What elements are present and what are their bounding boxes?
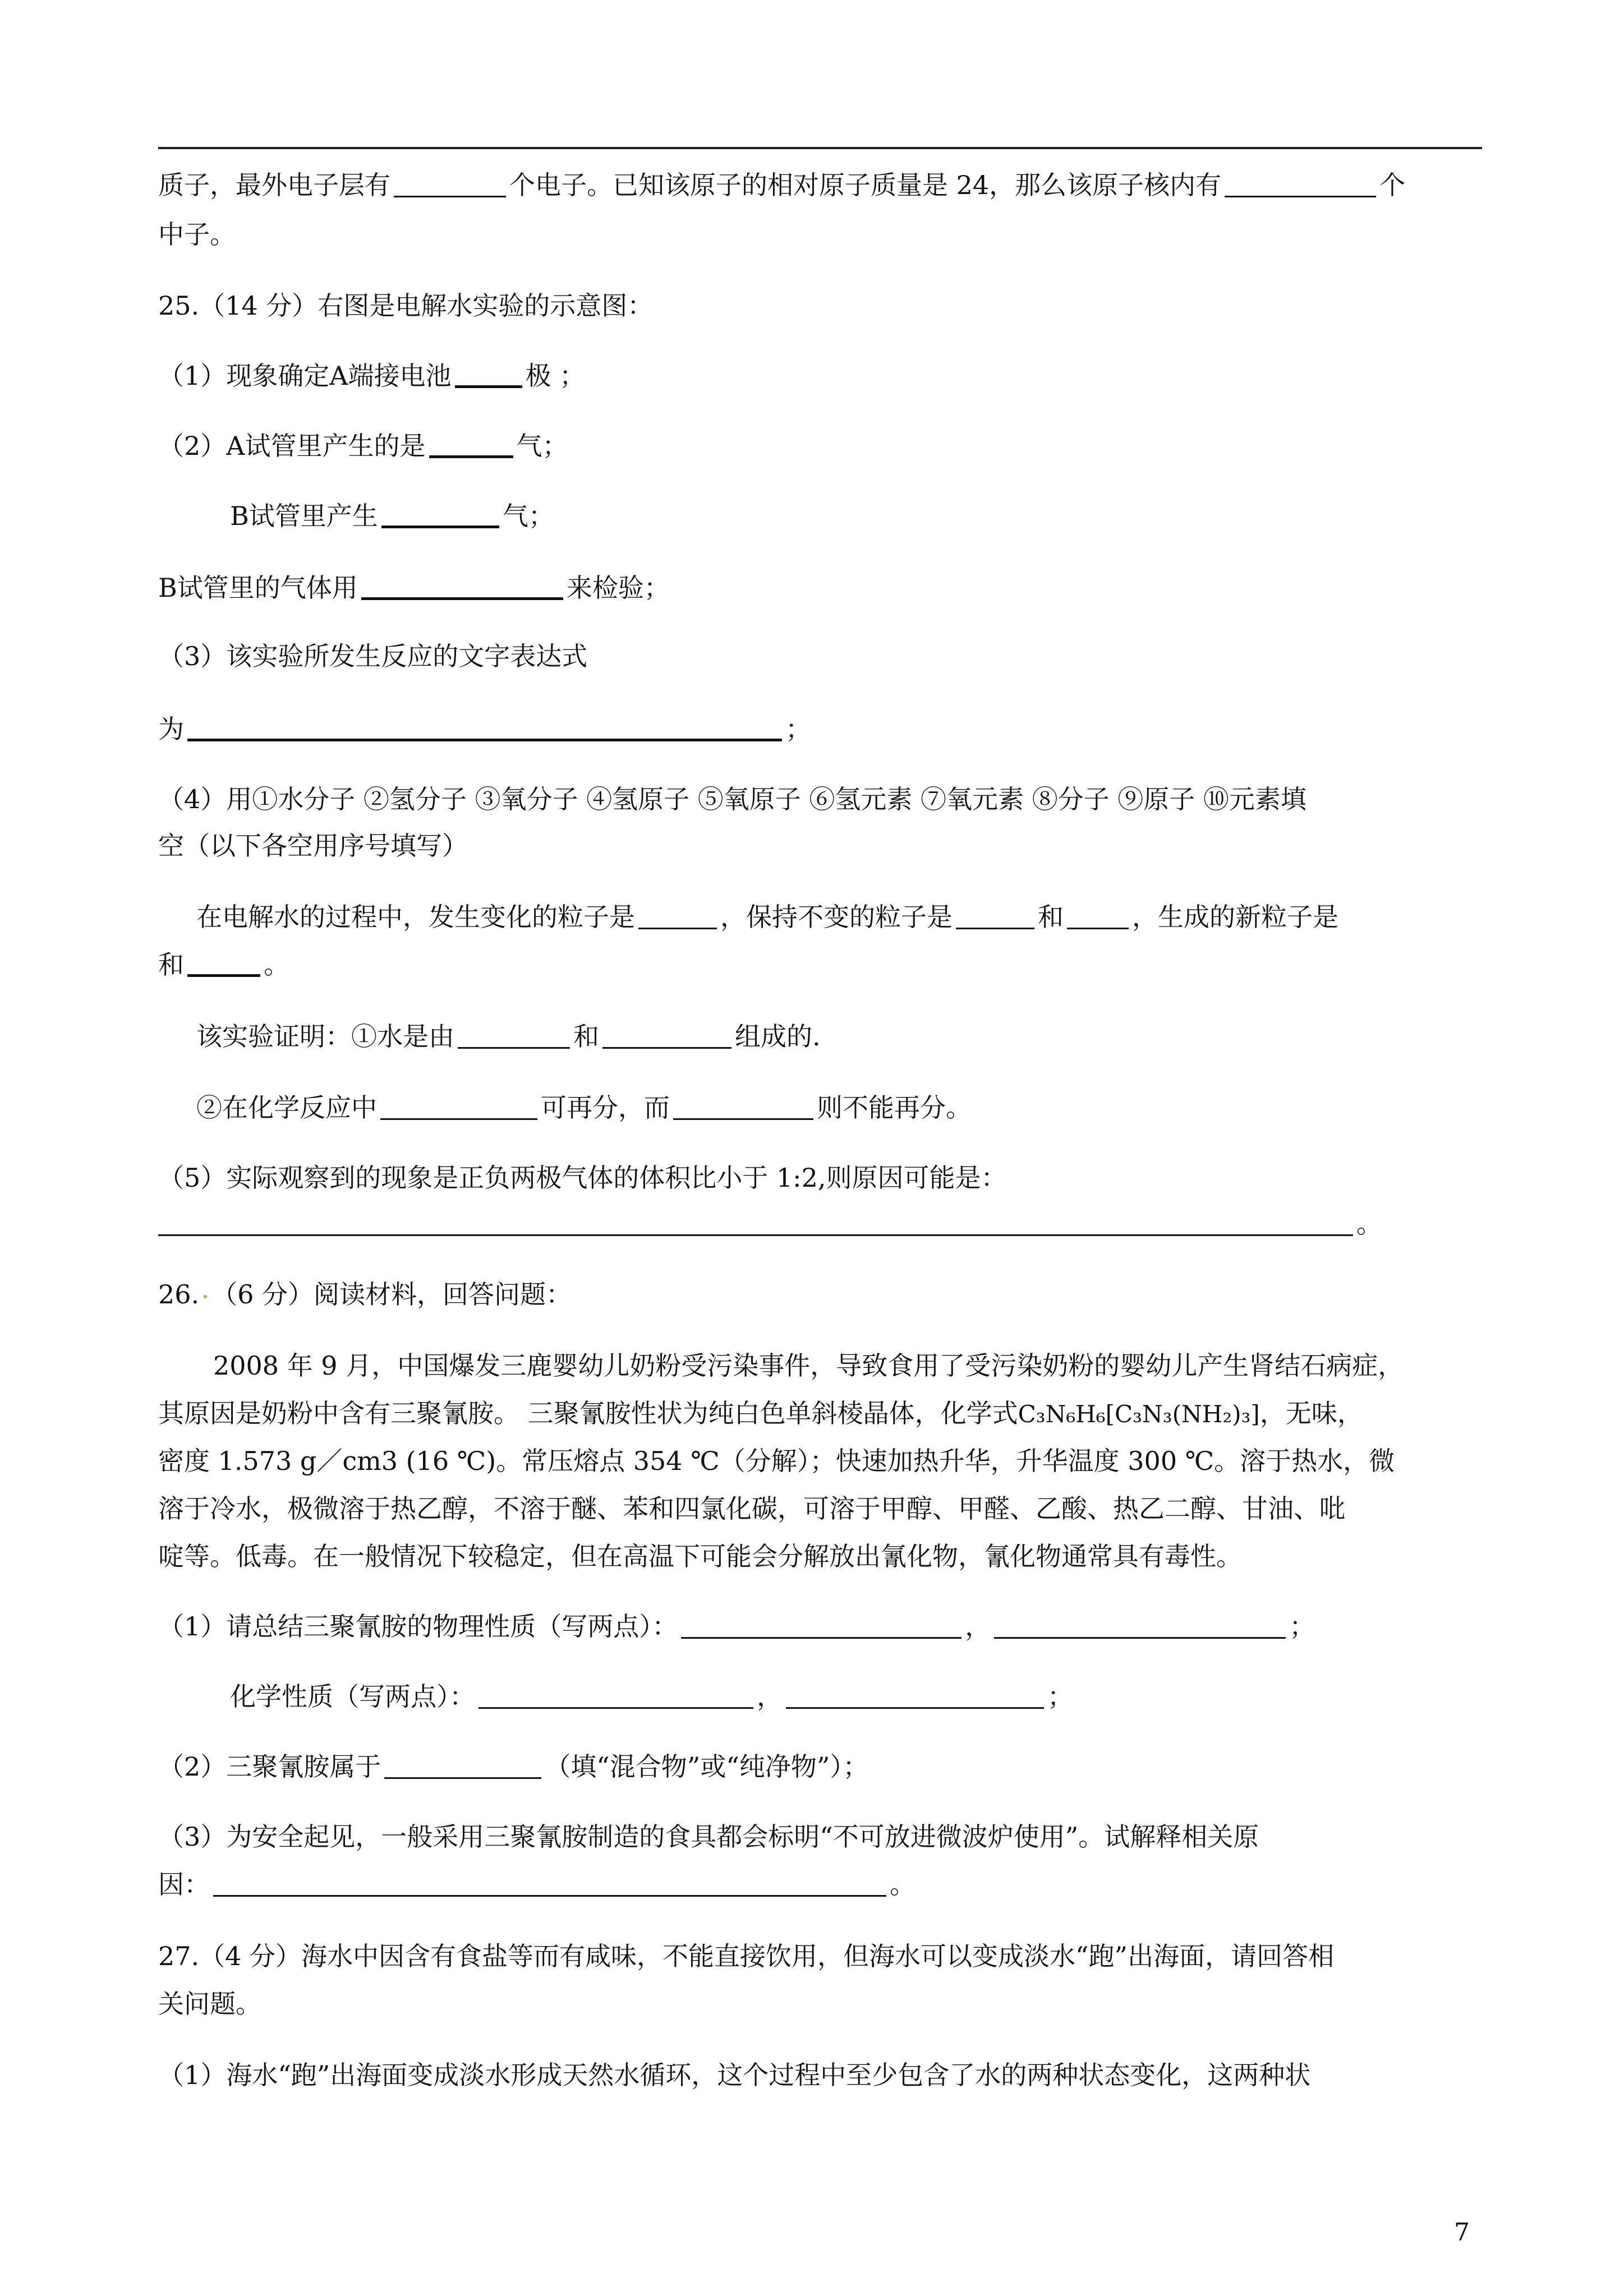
q25-part4-s4 [196,1091,972,1124]
blank-chemical-2[interactable] [786,1682,1044,1709]
q26-para5: 啶等。低毒。在一般情况下较稳定，但在高温下可能会分解放出氰化物，氰化物通常具有毒性。 [158,1541,1242,1571]
q25-s4-text-b: 可再分，而 [541,1092,670,1123]
q26-p1b-sep: ， [757,1681,783,1712]
q26-p3-prefix: 因： [158,1869,210,1899]
melamine-formula: C₃N₆H₆[C₃N₃(NH₂)₃] [1018,1400,1260,1428]
q24-text-c: 个 [1379,170,1406,200]
q25-part4-s2 [158,948,289,981]
blank-new-particle[interactable] [187,949,260,977]
q25-part4-line1: （4）用①水分子 ②氢分子 ③氧分子 ④氢原子 ⑤氧原子 ⑥氢元素 ⑦氧元素 ⑧分子 ⑨原子 ⑩元素填 [158,784,1306,814]
q26-part3-line1: （3）为安全起见，一般采用三聚氰胺制造的食具都会标明“不可放进微波炉使用”。试解释相关原 [158,1822,1259,1852]
blank-divisible[interactable] [380,1094,537,1120]
q27-line1: 27.（4 分）海水中因含有食盐等而有咸味，不能直接饮用，但海水可以变成淡水“跑”出海面，请回答相 [158,1941,1335,1971]
q25-part4-s3 [196,1020,821,1053]
q25-p3-prefix: 为 [158,714,184,744]
q25-part5: （5）实际观察到的现象是正负两极气体的体积比小于 1:2,则原因可能是： [158,1163,1007,1193]
q27-line2: 关问题。 [158,1989,261,2019]
blank-gas-test[interactable] [361,573,563,600]
q24-line1 [158,168,1405,202]
q25-s4-tail: 则不能再分。 [817,1092,972,1123]
q26-title [158,1278,572,1311]
q26-p2-text: （2）三聚氰胺属于 [158,1751,381,1782]
blank-electrode[interactable] [455,361,522,388]
q26-para2-tail: ，无味， [1259,1398,1363,1428]
blank-microwave-reason[interactable] [213,1870,886,1897]
page-number: 7 [1454,2218,1470,2247]
q25-p5-end: 。 [1356,1209,1382,1239]
blank-composition-1[interactable] [458,1022,570,1049]
q25-s2-and: 和 [158,949,184,980]
blank-unchanged-2[interactable] [1067,903,1129,929]
blank-reason[interactable] [158,1210,1353,1236]
blank-physical-2[interactable] [994,1612,1286,1639]
q26-para2 [158,1396,1363,1431]
q25-s1-text: 在电解水的过程中，发生变化的粒子是 [196,902,635,932]
q26-p1-tail: ； [1289,1611,1315,1642]
q25-part1 [158,359,585,393]
q26-p1b-text: 化学性质（写两点）： [230,1681,475,1712]
blank-chemical-1[interactable] [479,1682,753,1709]
q25-title: 25.（14 分）右图是电解水实验的示意图： [158,291,654,321]
q24-line2: 中子。 [158,219,236,250]
blank-unchanged-1[interactable] [956,903,1034,929]
q26-part1b [230,1680,1073,1713]
blank-mixture-type[interactable] [384,1753,541,1779]
q25-part2c [158,571,670,605]
q25-part2 [158,429,568,463]
q25-p3-tail: ； [785,714,811,744]
q25-s1-and: 和 [1038,902,1064,932]
q26-para4: 溶于冷水，极微溶于热乙醇，不溶于醚、苯和四氯化碳，可溶于甲醇、甲醛、乙酸、热乙二醇、甘油、吡 [158,1493,1345,1524]
blank-outer-electrons[interactable] [394,171,506,197]
q26-title-text: （6 分）阅读材料，回答问题： [211,1279,572,1310]
blank-composition-2[interactable] [602,1022,732,1049]
q26-para2-text: 其原因是奶粉中含有三聚氰胺。 三聚氰胺性状为纯白色单斜棱晶体，化学式 [158,1398,1018,1428]
q24-text-a: 质子，最外电子层有 [158,170,390,200]
q25-p1-text: （1）现象确定A端接电池 [158,361,452,391]
blank-gas-b[interactable] [381,501,499,528]
q25-p2-text: （2）A试管里产生的是 [158,431,426,461]
q26-p1-text: （1）请总结三聚氰胺的物理性质（写两点）： [158,1611,678,1642]
q25-part2b [230,499,554,533]
blank-word-equation[interactable] [187,714,782,741]
q25-s3-text: 该实验证明：①水是由 [196,1021,454,1052]
q25-p2-tail: 气； [516,431,568,461]
q26-para3: 密度 1.573 g／cm3 (16 ℃)。常压熔点 354 ℃（分解）；快速加热升华，升华温度 300 ℃。溶于热水，微 [158,1446,1395,1476]
q25-p2b-tail: 气； [502,501,554,531]
q25-s1-text-d: ，生成的新粒子是 [1132,902,1338,932]
blank-gas-a[interactable] [429,431,513,458]
q25-part3-answer [158,712,811,746]
blank-indivisible[interactable] [673,1094,813,1120]
blank-physical-1[interactable] [681,1612,961,1639]
q26-p3-tail: 。 [890,1869,915,1899]
q25-p2c-text: B试管里的气体用 [158,573,358,603]
q26-part3-line2 [158,1868,915,1901]
q25-part4-line2: 空（以下各空用序号填写） [158,831,468,861]
blank-neutrons[interactable] [1225,171,1376,197]
header-rule [158,147,1482,149]
q25-part4-s1 [196,900,1338,934]
q26-p1b-tail: ； [1047,1681,1073,1712]
q26-p2-tail: （填“混合物”或“纯净物”）； [545,1751,869,1782]
q25-p2c-tail: 来检验； [566,573,670,603]
q25-s2-tail: 。 [264,949,289,980]
q25-part5-answer [158,1207,1382,1241]
q25-p2b-text: B试管里产生 [230,501,378,531]
q26-para1: 2008 年 9 月，中国爆发三鹿婴幼儿奶粉受污染事件，导致食用了受污染奶粉的婴幼儿产生肾结石病症， [213,1350,1404,1381]
q25-p1-tail: 极 ； [525,361,586,391]
blank-changed-particle[interactable] [638,903,717,929]
q25-s1-text-b: ，保持不变的粒子是 [720,902,953,932]
q26-number: 26. [158,1279,200,1310]
q26-part1 [158,1610,1315,1643]
q26-p1-sep: ， [965,1611,991,1642]
q25-part3: （3）该实验所发生反应的文字表达式 [158,641,588,671]
q24-text-b: 个电子。已知该原子的相对原子质量是 24，那么该原子核内有 [509,170,1222,200]
q25-s3-and: 和 [573,1021,599,1052]
q27-line3: （1）海水“跑”出海面变成淡水形成天然水循环，这个过程中至少包含了水的两种状态变化，这两种状 [158,2060,1311,2090]
stray-dot [204,1295,207,1298]
q25-s3-tail: 组成的. [735,1021,821,1052]
q26-part2 [158,1750,868,1783]
q25-s4-text: ②在化学反应中 [196,1092,377,1123]
